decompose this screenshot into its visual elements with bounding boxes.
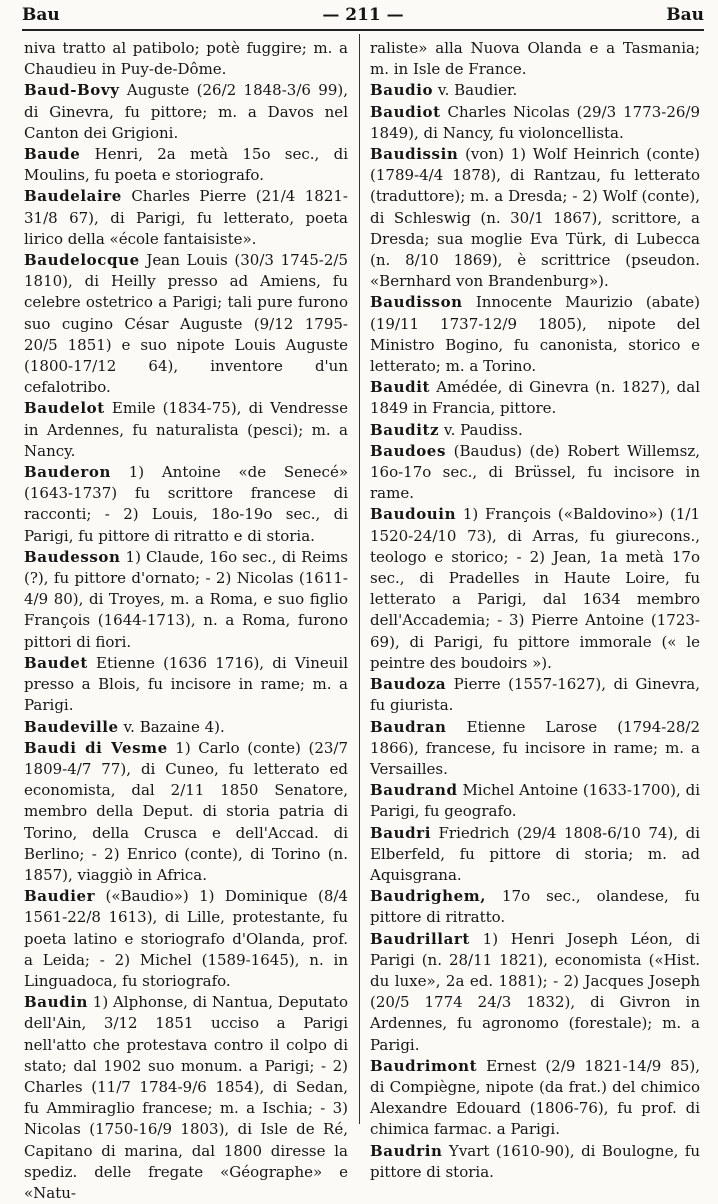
page-number: — 211 — bbox=[322, 5, 404, 25]
entry-text: v. Bazaine 4). bbox=[118, 717, 225, 736]
dictionary-entry bbox=[24, 144, 348, 186]
entry-text: v. Paudiss. bbox=[439, 420, 523, 439]
entry-headword: Baudrighem, bbox=[370, 887, 487, 906]
entry-text: Amédée, di Ginevra (n. 1827), dal 1849 in Francia, pittore. bbox=[370, 378, 700, 418]
dictionary-entry bbox=[24, 38, 348, 80]
entry-text: 1) Alphonse, di Nantua, Deputato dell'Ain, 3/12 1851 ucciso a Parigi nell'atto che protestava contro il colpo di stato; dal 1902 suo monum. a Parigi; - 2) Charles (11/7 1784-9/6 1854), di Sedan, fu Ammiraglio francese; m. a Ischia; - 3) Nicolas (1750-16/9 1803), di Isle de Ré, Capitano di marina, dal 1800 diresse la spediz. delle fregate «Géographe» e «Natu- bbox=[24, 993, 348, 1202]
entry-headword: Baud-Bovy bbox=[24, 81, 120, 100]
dictionary-entry bbox=[370, 292, 700, 377]
entry-text: 1) François («Baldovino») (1/1 1520-24/10 73), di Arras, fu giurecons., teologo e storico; - 2) Jean, 1a metà 17o sec., di Pradelles in Haute Loire, fu letterato a Parigi, dal 1634 membro dell'Accademia; - 3) Pierre Antoine (1723-69), di Parigi, fu pittore immorale (« le peintre des boudoirs »). bbox=[370, 505, 700, 672]
entry-headword: Baudran bbox=[370, 717, 447, 736]
entry-text: 1) Claude, 16o sec., di Reims (?), fu pittore d'ornato; - 2) Nicolas (1611-4/9 80), di Troyes, m. a Roma, e suo figlio François (1644-1713), n. a Roma, furono pittori di fiori. bbox=[24, 547, 348, 651]
entry-headword: Baudit bbox=[370, 378, 431, 397]
entry-text: 1) Antoine «de Senecé» (1643-1737) fu scrittore francese di racconti; - 2) Louis, 18o-19o sec., di Parigi, fu pittore di ritratto e di storia. bbox=[24, 463, 348, 545]
entry-text: («Baudio») 1) Dominique (8/4 1561-22/8 1613), di Lille, protestante, fu poeta latino e storiografo d'Olanda, prof. a Leida; - 2) Michel (1589-1645), n. in Linguadoca, fu storiografo. bbox=[24, 887, 348, 990]
entry-headword: Baudi di Vesme bbox=[24, 738, 168, 757]
entry-text: Charles Pierre (21/4 1821-31/8 67), di Parigi, fu letterato, poeta lirico della «école fantaisiste». bbox=[24, 187, 348, 248]
entry-text: niva tratto al patibolo; potè fuggire; m. a Chaudieu in Puy-de-Dôme. bbox=[24, 39, 348, 79]
entry-headword: Baudoza bbox=[370, 675, 447, 694]
entry-headword: Bauderon bbox=[24, 463, 111, 482]
entry-text: Michel Antoine (1633-1700), di Parigi, fu geografo. bbox=[370, 781, 700, 821]
entry-text: Yvart (1610-90), di Boulogne, fu pittore di storia. bbox=[370, 1141, 700, 1181]
dictionary-entry bbox=[370, 102, 700, 144]
entry-headword: Bauditz bbox=[370, 420, 440, 439]
dictionary-entry bbox=[24, 462, 348, 547]
dictionary-entry bbox=[24, 886, 348, 992]
entry-text: Etienne (1636 1716), di Vineuil presso a Blois, fu incisore in rame; m. a Parigi. bbox=[24, 653, 348, 715]
entry-text: Etienne Larose (1794-28/2 1866), francese, fu incisore in rame; m. a Versailles. bbox=[370, 717, 700, 778]
entry-text: Emile (1834-75), di Vendresse in Ardennes, fu naturalista (pesci); m. a Nancy. bbox=[24, 399, 348, 460]
dictionary-entry bbox=[370, 377, 700, 419]
header-rule bbox=[22, 29, 704, 31]
dictionary-entry bbox=[24, 547, 348, 653]
page-header bbox=[22, 2, 704, 28]
dictionary-entry bbox=[370, 441, 700, 505]
dictionary-entry bbox=[370, 144, 700, 292]
entry-text: Ernest (2/9 1821-14/9 85), di Compiègne, nipote (da frat.) del chimico Alexandre Edouard (1806-76), fu prof. di chimica farmac. a Parigi. bbox=[370, 1056, 700, 1139]
entry-text: Auguste (26/2 1848-3/6 99), di Ginevra, fu pittore; m. a Davos nel Canton dei Grigioni. bbox=[24, 81, 348, 142]
entry-headword: Baudisson bbox=[370, 293, 463, 312]
dictionary-entry bbox=[370, 674, 700, 716]
dictionary-entry bbox=[24, 653, 348, 717]
entry-text: Charles Nicolas (29/3 1773-26/9 1849), di Nancy, fu violoncellista. bbox=[370, 102, 700, 142]
entry-headword: Baudelocque bbox=[24, 251, 140, 270]
dictionary-entry bbox=[24, 80, 348, 144]
dictionary-entry bbox=[370, 420, 700, 441]
entry-text: (von) 1) Wolf Heinrich (conte) (1789-4/4 1878), di Rantzau, fu letterato (traduttore); m. a Dresda; - 2) Wolf (conte), di Schleswig (n. 30/1 1867), scrittore, a Dresda; sua moglie Eva Türk, di Lubecca (n. 8/10 1869), è scrittrice (pseudon. «Bernhard von Brandenburg»). bbox=[370, 145, 700, 291]
header-left-guideword: Bau bbox=[22, 5, 60, 25]
entry-text: 1) Carlo (conte) (23/7 1809-4/7 77), di Cuneo, fu letterato ed economista, dal 2/11 1850 Senatore, membro della Deput. di storia patria di Torino, della Crusca e dell'Accad. di Berlino; - 2) Enrico (conte), di Torino (n. 1857), viaggiò in Africa. bbox=[24, 738, 348, 884]
entry-headword: Baudrin bbox=[370, 1141, 443, 1160]
dictionary-entry bbox=[24, 717, 348, 738]
entry-text: 17o sec., olandese, fu pittore di ritratto. bbox=[370, 887, 700, 927]
entry-text: raliste» alla Nuova Olanda e a Tasmania; m. in Isle de France. bbox=[370, 39, 700, 79]
dictionary-entry bbox=[370, 823, 700, 887]
entry-headword: Baudrillart bbox=[370, 929, 470, 948]
dictionary-entry bbox=[370, 1141, 700, 1183]
dictionary-entry bbox=[370, 38, 700, 80]
dictionary-entry bbox=[24, 992, 348, 1204]
entry-headword: Baudoes bbox=[370, 441, 446, 460]
entry-headword: Baudesson bbox=[24, 547, 121, 566]
dictionary-entry bbox=[370, 717, 700, 781]
entry-headword: Baudissin bbox=[370, 145, 459, 164]
dictionary-entry bbox=[24, 250, 348, 398]
entry-text: Jean Louis (30/3 1745-2/5 1810), di Heilly presso ad Amiens, fu celebre ostetrico a Parigi; tali pure furono suo cugino César Auguste (9/12 1795-20/5 1851) e suo nipote Louis Auguste (1800-17/12 64), inventore d'un cefalotribo. bbox=[24, 251, 348, 397]
entry-headword: Baude bbox=[24, 145, 81, 164]
dictionary-entry bbox=[370, 80, 700, 101]
entry-text: Henri, 2a metà 15o sec., di Moulins, fu poeta e storiografo. bbox=[24, 145, 348, 185]
column-divider bbox=[359, 34, 360, 1124]
entry-text: Innocente Maurizio (abate) (19/11 1737-12/9 1805), nipote del Ministro Bogino, fu canonista, storico e letterato; m. a Torino. bbox=[370, 293, 700, 376]
entry-headword: Baudin bbox=[24, 993, 88, 1012]
entry-headword: Baudri bbox=[370, 823, 431, 842]
entry-headword: Baudelaire bbox=[24, 187, 122, 206]
entry-text: v. Baudier. bbox=[433, 81, 518, 100]
entry-headword: Baudiot bbox=[370, 102, 441, 121]
dictionary-entry bbox=[370, 504, 700, 674]
entry-headword: Baudeville bbox=[24, 717, 119, 736]
dictionary-entry bbox=[24, 186, 348, 250]
dictionary-entry bbox=[370, 886, 700, 928]
entry-headword: Baudouin bbox=[370, 505, 457, 524]
dictionary-entry bbox=[24, 398, 348, 462]
entry-text: (Baudus) (de) Robert Willemsz, 16o-17o sec., di Brüssel, fu incisore in rame. bbox=[370, 441, 700, 503]
entry-headword: Baudrand bbox=[370, 781, 458, 800]
entry-headword: Baudet bbox=[24, 653, 88, 672]
dictionary-entry bbox=[370, 929, 700, 1056]
right-column bbox=[370, 38, 700, 1183]
entry-text: Pierre (1557-1627), di Ginevra, fu giurista. bbox=[370, 675, 700, 715]
entry-headword: Baudelot bbox=[24, 399, 105, 418]
entry-text: Friedrich (29/4 1808-6/10 74), di Elberfeld, fu pittore di storia; m. ad Aquisgrana. bbox=[370, 823, 700, 884]
header-right-guideword: Bau bbox=[666, 5, 704, 25]
entry-text: 1) Henri Joseph Léon, di Parigi (n. 28/11 1821), economista («Hist. du luxe», 2a ed. 1881); - 2) Jacques Joseph (20/5 1774 24/3 1832), di Givron in Ardennes, fu agronomo (forestale); m. a Parigi. bbox=[370, 929, 700, 1054]
dictionary-entry bbox=[370, 780, 700, 822]
entry-headword: Baudrimont bbox=[370, 1056, 478, 1075]
dictionary-entry bbox=[24, 738, 348, 886]
entry-headword: Baudio bbox=[370, 81, 434, 100]
dictionary-entry bbox=[370, 1056, 700, 1141]
entry-headword: Baudier bbox=[24, 887, 96, 906]
left-column bbox=[24, 38, 348, 1204]
